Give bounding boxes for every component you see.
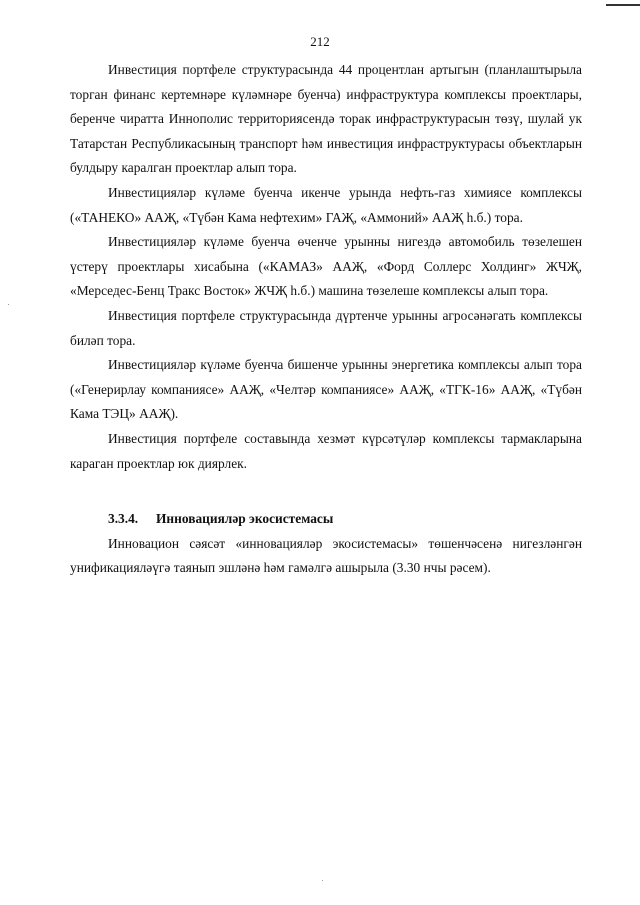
scan-edge-mark	[606, 4, 640, 6]
paragraph-petrochemical: Инвестицияләр күләме буенча икенче урында нефть-газ химиясе комплексы («ТАНЕКО» ААҖ, «Түбән Кама нефтехим» ГАҖ, «Аммоний» ААҖ һ.б.) тора.	[70, 184, 582, 225]
paragraph-agro: Инвестиция портфеле структурасында дүртенче урынны агросәнәгать комплексы биләп тора.	[70, 307, 582, 348]
paragraph-investment-portfolio: Инвестиция портфеле структурасында 44 процентлан артыгын (планлаштырыла торган финанс кертемнәре күләмнәре буенча) инфраструктура комплексы проектлары, беренче чиратта Иннополис территориясендә торак инфраструктурасын төзү, шулай ук Татарстан Республикасының транспорт һәм инвестиция инфраструктурасы объектларын булдыру каралган проектлар алып тора.	[70, 62, 582, 176]
body-text	[70, 58, 582, 581]
section-heading	[70, 507, 582, 532]
section-title: Инновацияләр экосистемасы	[156, 511, 334, 527]
paragraph-energy: Инвестицияләр күләме буенча бишенче урынны энергетика комплексы алып тора («Генерирлау компаниясе» ААҖ, «Челтәр компаниясе» ААҖ, «ТГК-16» ААҖ, «Түбән Кама ТЭЦ» ААҖ).	[70, 357, 582, 422]
section-number: 3.3.4.	[108, 511, 139, 527]
paragraph-innovation: Инновацион сәясәт «инновацияләр экосистемасы» төшенчәсенә нигезләнгән унификацияләүгә таянып эшләнә һәм гамәлгә ашырыла (3.30 нчы рәсем).	[70, 535, 582, 576]
scan-speck	[8, 304, 9, 305]
paragraph-automotive: Инвестицияләр күләме буенча өченче урынны нигездә автомобиль төзелешен үстерү проектлары хисабына («КАМАЗ» ААҖ, «Форд Соллерс Холдинг» ЖЧҖ, «Мерседес-Бенц Тракс Восток» ЖЧҖ һ.б.) машина төзелеше комплексы алып тора.	[70, 234, 582, 299]
paragraph-services: Инвестиция портфеле составында хезмәт күрсәтүләр комплексы тармакларына караган проектлар юк диярлек.	[70, 430, 582, 471]
scan-speck	[322, 880, 323, 881]
page-number: 212	[310, 34, 330, 49]
